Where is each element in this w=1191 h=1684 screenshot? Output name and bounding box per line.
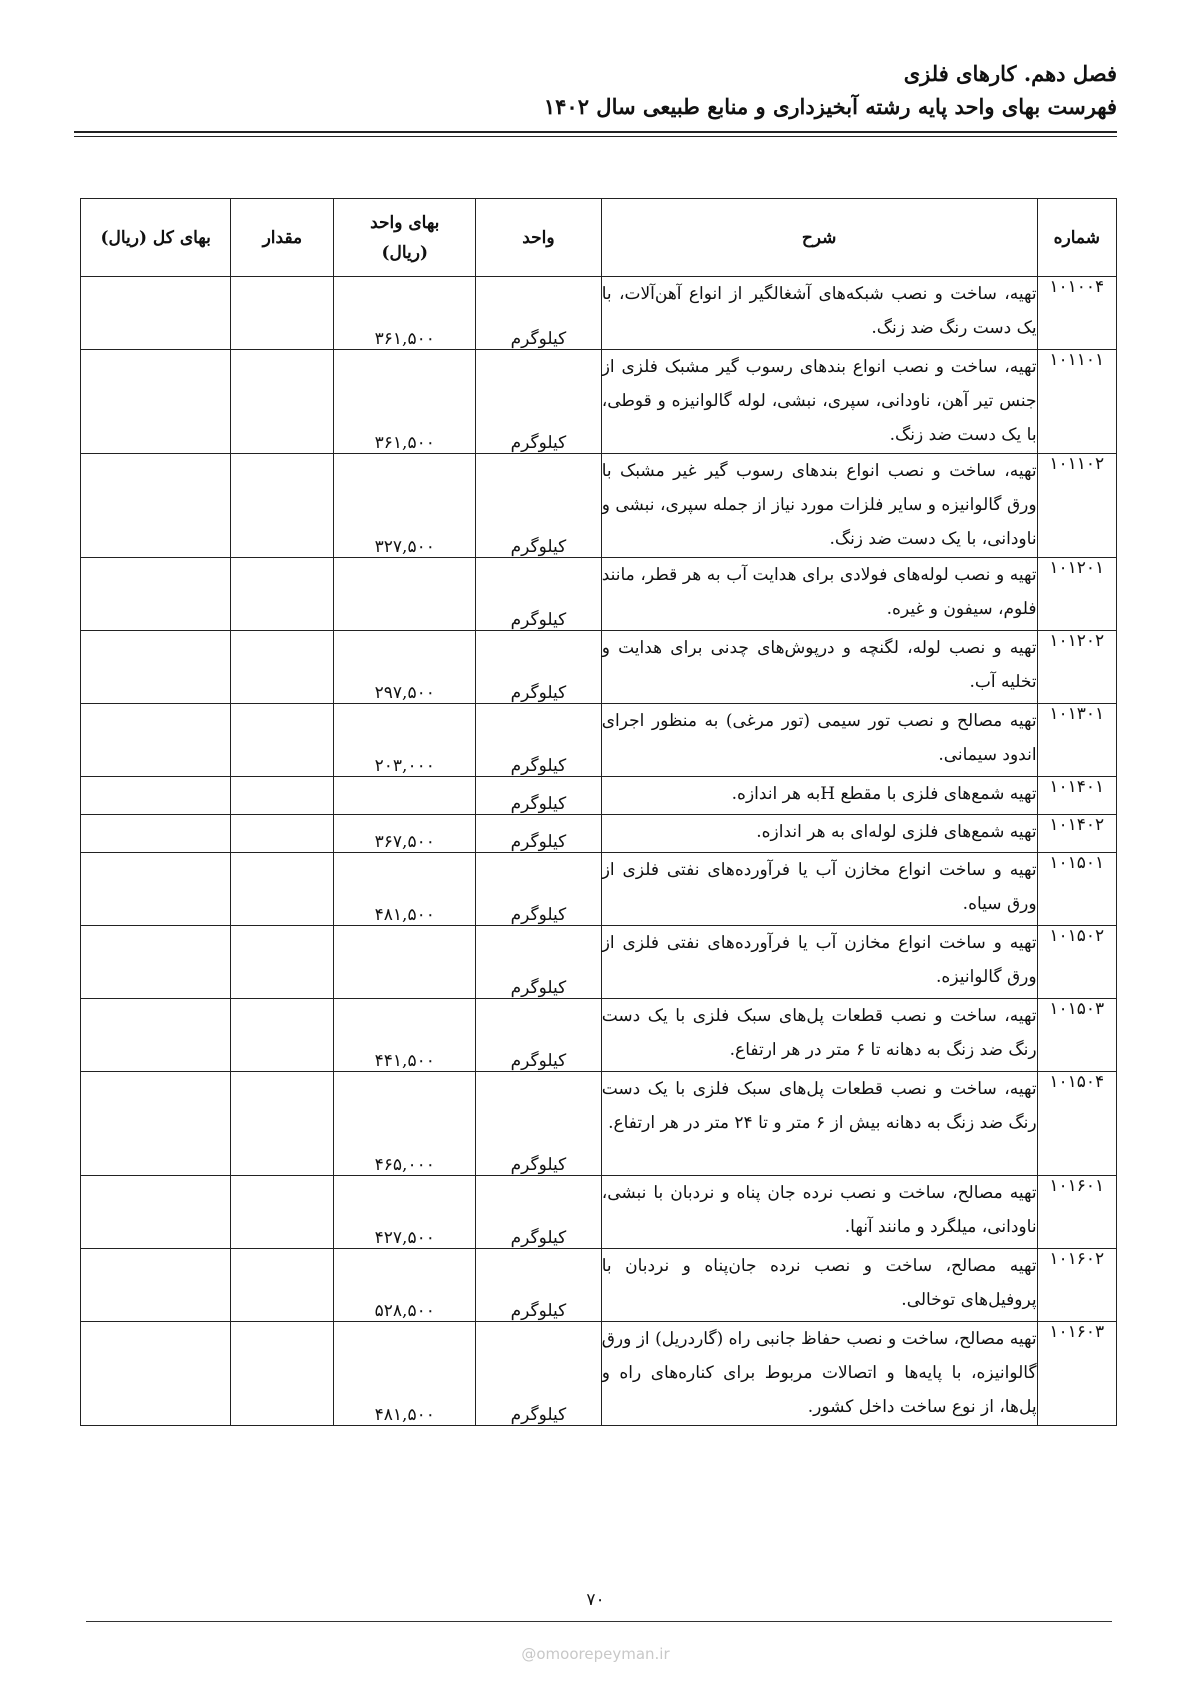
- item-code: ۱۰۱۱۰۲: [1037, 454, 1116, 558]
- item-code: ۱۰۱۲۰۲: [1037, 631, 1116, 704]
- table-header-row: [81, 199, 1117, 277]
- table-row: [81, 853, 1117, 926]
- item-code: ۱۰۱۶۰۱: [1037, 1176, 1116, 1249]
- item-unit: کیلوگرم: [476, 926, 602, 999]
- item-description: تهیه شمع‌های فلزی لوله‌ای به هر اندازه.: [601, 815, 1037, 853]
- item-description: تهیه و نصب لوله‌های فولادی برای هدایت آب به هر قطر، مانند فلوم، سیفون و غیره.: [601, 558, 1037, 631]
- document-title: فهرست بهای واحد پایه رشته آبخیزداری و منابع طبیعی سال ۱۴۰۲: [543, 94, 1117, 119]
- item-total-price: [81, 853, 231, 926]
- item-description: تهیه، ساخت و نصب انواع بندهای رسوب گیر غیر مشبک با ورق گالوانیزه و سایر فلزات مورد نیاز از جمله سپری، نبشی و ناودانی، با یک دست ضد زنگ.: [601, 454, 1037, 558]
- item-total-price: [81, 999, 231, 1072]
- item-unit-price: ۴۶۵,۰۰۰: [334, 1072, 476, 1176]
- item-code: ۱۰۱۴۰۲: [1037, 815, 1116, 853]
- item-total-price: [81, 558, 231, 631]
- item-unit-price: ۳۲۷,۵۰۰: [334, 454, 476, 558]
- header-rule-thin: [74, 136, 1117, 137]
- item-unit-price: ۴۴۱,۵۰۰: [334, 999, 476, 1072]
- item-code: ۱۰۱۴۰۱: [1037, 777, 1116, 815]
- item-quantity: [231, 853, 334, 926]
- item-unit-price: ۳۶۱,۵۰۰: [334, 277, 476, 350]
- item-unit: کیلوگرم: [476, 1322, 602, 1426]
- table-row: [81, 631, 1117, 704]
- item-quantity: [231, 777, 334, 815]
- item-unit: کیلوگرم: [476, 1249, 602, 1322]
- item-quantity: [231, 1249, 334, 1322]
- col-header-total-price: بهای کل (ریال): [81, 199, 231, 277]
- item-quantity: [231, 926, 334, 999]
- item-total-price: [81, 704, 231, 777]
- item-unit: کیلوگرم: [476, 277, 602, 350]
- item-quantity: [231, 999, 334, 1072]
- item-unit-price: [334, 558, 476, 631]
- item-description: تهیه مصالح و نصب تور سیمی (تور مرغی) به منظور اجرای اندود سیمانی.: [601, 704, 1037, 777]
- table-row: [81, 815, 1117, 853]
- item-quantity: [231, 1072, 334, 1176]
- item-quantity: [231, 350, 334, 454]
- item-description: تهیه، ساخت و نصب انواع بندهای رسوب گیر مشبک فلزی از جنس تیر آهن، ناودانی، سپری، نبشی، لوله گالوانیزه و قوطی، با یک دست ضد زنگ.: [601, 350, 1037, 454]
- item-total-price: [81, 631, 231, 704]
- item-unit: کیلوگرم: [476, 704, 602, 777]
- item-unit-price: ۲۰۳,۰۰۰: [334, 704, 476, 777]
- item-quantity: [231, 631, 334, 704]
- item-description: تهیه و نصب لوله، لگنچه و درپوش‌های چدنی برای هدایت و تخلیه آب.: [601, 631, 1037, 704]
- item-unit-price: [334, 777, 476, 815]
- item-unit: کیلوگرم: [476, 558, 602, 631]
- table-row: [81, 1249, 1117, 1322]
- item-code: ۱۰۱۵۰۲: [1037, 926, 1116, 999]
- item-total-price: [81, 1176, 231, 1249]
- item-description: تهیه مصالح، ساخت و نصب نرده جان پناه و نردبان با نبشی، ناودانی، میلگرد و مانند آنها.: [601, 1176, 1037, 1249]
- item-quantity: [231, 277, 334, 350]
- item-unit-price: ۵۲۸,۵۰۰: [334, 1249, 476, 1322]
- item-unit-price: [334, 926, 476, 999]
- page-header: [67, 58, 1117, 124]
- unit-price-label: بهای واحد: [370, 212, 440, 233]
- item-description: تهیه، ساخت و نصب قطعات پل‌های سبک فلزی با یک دست رنگ ضد زنگ به دهانه بیش از ۶ متر و تا ۲۴ متر در هر ارتفاع.: [601, 1072, 1037, 1176]
- item-code: ۱۰۱۳۰۱: [1037, 704, 1116, 777]
- item-unit: کیلوگرم: [476, 631, 602, 704]
- col-header-quantity: مقدار: [231, 199, 334, 277]
- table-row: [81, 558, 1117, 631]
- item-unit-price: ۴۸۱,۵۰۰: [334, 853, 476, 926]
- item-description: تهیه و ساخت انواع مخازن آب یا فرآورده‌های نفتی فلزی از ورق سیاه.: [601, 853, 1037, 926]
- item-total-price: [81, 926, 231, 999]
- item-unit-price: ۴۸۱,۵۰۰: [334, 1322, 476, 1426]
- item-description: تهیه، ساخت و نصب قطعات پل‌های سبک فلزی با یک دست رنگ ضد زنگ به دهانه تا ۶ متر در هر ارتفاع.: [601, 999, 1037, 1072]
- item-code: ۱۰۱۲۰۱: [1037, 558, 1116, 631]
- table-row: [81, 277, 1117, 350]
- item-description: تهیه مصالح، ساخت و نصب حفاظ جانبی راه (گاردریل) از ورق گالوانیزه، با پایه‌ها و اتصالات مربوط برای کناره‌های راه و پل‌ها، از نوع ساخت داخل کشور.: [601, 1322, 1037, 1426]
- header-rule-thick: [74, 131, 1117, 133]
- table-row: [81, 999, 1117, 1072]
- item-quantity: [231, 1176, 334, 1249]
- item-total-price: [81, 350, 231, 454]
- item-unit-price: ۴۲۷,۵۰۰: [334, 1176, 476, 1249]
- table-row: [81, 1176, 1117, 1249]
- table-row: [81, 777, 1117, 815]
- col-header-unit: واحد: [476, 199, 602, 277]
- item-total-price: [81, 1322, 231, 1426]
- item-unit: کیلوگرم: [476, 350, 602, 454]
- item-description: تهیه مصالح، ساخت و نصب نرده جان‌پناه و نردبان با پروفیل‌های توخالی.: [601, 1249, 1037, 1322]
- item-quantity: [231, 704, 334, 777]
- item-unit-price: ۲۹۷,۵۰۰: [334, 631, 476, 704]
- table-row: [81, 926, 1117, 999]
- item-code: ۱۰۱۱۰۱: [1037, 350, 1116, 454]
- item-quantity: [231, 558, 334, 631]
- item-total-price: [81, 454, 231, 558]
- item-unit: کیلوگرم: [476, 1176, 602, 1249]
- item-unit: کیلوگرم: [476, 1072, 602, 1176]
- item-unit-price: ۳۶۱,۵۰۰: [334, 350, 476, 454]
- item-total-price: [81, 815, 231, 853]
- chapter-title: فصل دهم. کارهای فلزی: [903, 61, 1117, 86]
- item-description: تهیه، ساخت و نصب شبکه‌های آشغالگیر از انواع آهن‌آلات، با یک دست رنگ ضد زنگ.: [601, 277, 1037, 350]
- item-code: ۱۰۱۶۰۲: [1037, 1249, 1116, 1322]
- item-total-price: [81, 277, 231, 350]
- website-watermark: @omoorepeyman.ir: [521, 1645, 670, 1663]
- item-description: تهیه و ساخت انواع مخازن آب یا فرآورده‌های نفتی فلزی از ورق گالوانیزه.: [601, 926, 1037, 999]
- item-code: ۱۰۱۶۰۳: [1037, 1322, 1116, 1426]
- price-list-table: [80, 198, 1117, 1426]
- table-row: [81, 454, 1117, 558]
- item-code: ۱۰۱۵۰۱: [1037, 853, 1116, 926]
- page-number: ۷۰: [586, 1590, 605, 1610]
- item-unit: کیلوگرم: [476, 853, 602, 926]
- col-header-description: شرح: [601, 199, 1037, 277]
- item-code: ۱۰۱۰۰۴: [1037, 277, 1116, 350]
- item-total-price: [81, 777, 231, 815]
- col-header-code: شماره: [1037, 199, 1116, 277]
- item-unit: کیلوگرم: [476, 999, 602, 1072]
- table-row: [81, 1322, 1117, 1426]
- item-quantity: [231, 454, 334, 558]
- item-code: ۱۰۱۵۰۳: [1037, 999, 1116, 1072]
- table-row: [81, 704, 1117, 777]
- item-description: تهیه شمع‌های فلزی با مقطع Hبه هر اندازه.: [601, 777, 1037, 815]
- item-code: ۱۰۱۵۰۴: [1037, 1072, 1116, 1176]
- item-unit: کیلوگرم: [476, 815, 602, 853]
- table-row: [81, 350, 1117, 454]
- item-total-price: [81, 1072, 231, 1176]
- item-unit: کیلوگرم: [476, 454, 602, 558]
- unit-price-currency: (ریال): [381, 242, 429, 263]
- item-quantity: [231, 815, 334, 853]
- item-quantity: [231, 1322, 334, 1426]
- table-row: [81, 1072, 1117, 1176]
- item-total-price: [81, 1249, 231, 1322]
- item-unit: کیلوگرم: [476, 777, 602, 815]
- item-unit-price: ۳۶۷,۵۰۰: [334, 815, 476, 853]
- col-header-unit-price: [334, 199, 476, 277]
- footer-rule: [86, 1621, 1112, 1622]
